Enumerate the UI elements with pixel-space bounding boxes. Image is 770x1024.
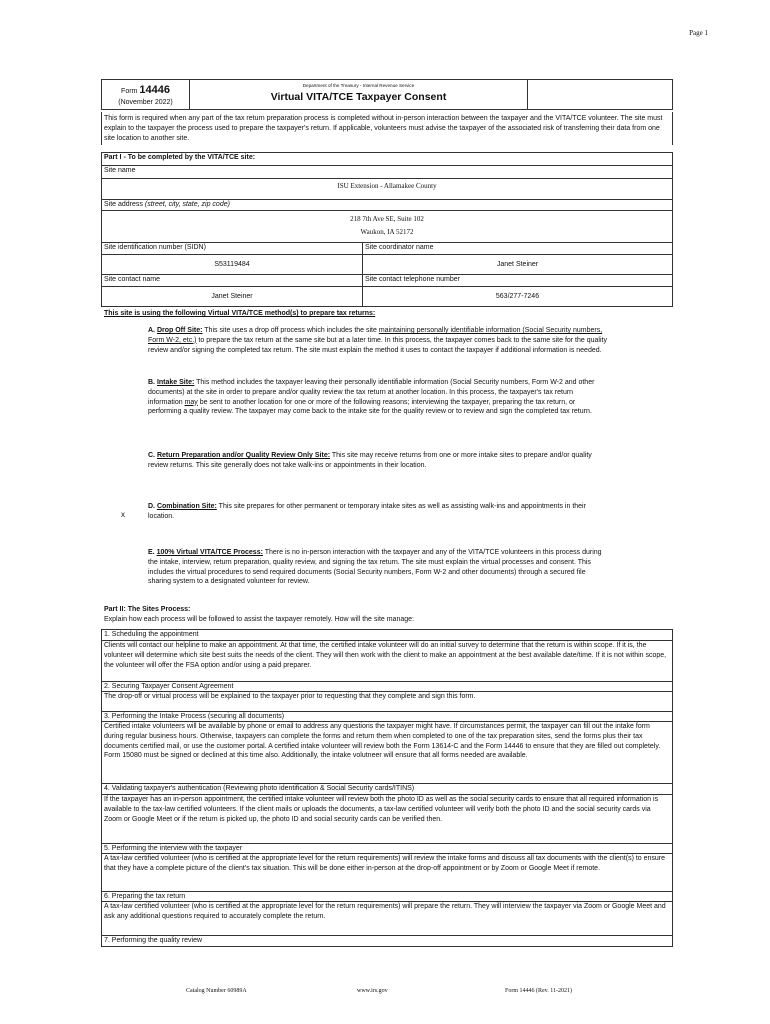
method-e-text: There is no in-person interaction with the taxpayer and any of the VITA/TCE volunteers in this process during the intake, interview, return preparation, quality review, and signing the tax return. The site must explain the virtual processes and consent. This includes the virtual procedures to send required documents (Social Security numbers, Form W-2 and other documents) through a secured file sharing system to a designated volunteer for review. [148,549,602,586]
sidn-row [101,242,673,254]
method-c-text: This site may receive returns from one or more intake sites to prepare and/or quality review returns. This site generally does not take walk-ins or appointments in their location. [148,452,592,469]
method-d-text: This site prepares for other permanent or temporary intake sites as well as assisting walk-ins and appointments in their location. [148,503,586,520]
method-e [148,548,608,587]
footer-form-rev: Form 14446 (Rev. 11-2021) [505,988,573,994]
method-a-label: Drop Off Site: [156,327,203,334]
method-a-prefix: A. [148,327,155,334]
method-d-prefix: D. [148,503,155,510]
sidn-value-row [101,254,673,274]
s1-label: 1. Scheduling the appointment [101,629,673,640]
contact-label: Site contact name [104,276,161,283]
form-date: (November 2022) [118,98,173,106]
department: Department of the Treasury - Internal Revenue Service [302,83,415,88]
selected-method-mark: x [121,510,125,519]
sidn-label: Site identification number (SIDN) [104,244,206,251]
method-c-label: Return Preparation and/or Quality Review Only Site: [156,452,331,459]
form-prefix: Form [121,88,138,95]
s4-text: If the taxpayer has an in-person appointment, the certified intake volunteer will review both the photo ID as well as the social security cards to ensure that all required information is available to the tax-law certified volunteers. If the client mails or uploads the documents, a tax-law certified volunteer will verify both the photo ID and the social security cards via Zoom or Google Meet or if the return is picked up, the photo ID and social security cards can be verified then. [101,794,673,843]
s2-label: 2. Securing Taxpayer Consent Agreement [101,681,673,691]
method-d [148,502,608,522]
method-b-text1: This method includes the taxpayer leaving their personally identifiable information (Social Security numbers, Form W-2 and other documents) at the site in order to prepare and/or quality review the tax return at another location. In this process, the taxpayer's tax return information [148,379,595,406]
footer-website: www.irs.gov [357,988,388,994]
method-b-text2: be sent to another location for one or more of the following reasons; interviewing the taxpayer, preparing the tax return, or performing a quality review. The taxpayer may come back to the intake site for the quality review or to review and sign the completed tax return. [148,398,592,416]
method-b-label: Intake Site: [156,379,195,386]
site-address-label: Site address [104,201,143,208]
site-address-line2: Waukon, IA 52172 [360,228,414,237]
contact-value: Janet Steiner [211,293,253,300]
form-number: 14446 [139,84,170,96]
method-a [148,326,608,355]
s6-label: 6. Preparing the tax return [101,891,673,901]
method-b-underlined: may [184,398,198,406]
s7-label: 7. Performing the quality review [101,935,673,947]
site-address-line1: 218 7th Ave SE, Suite 102 [350,215,424,223]
s6-text: A tax-law certified volunteer (who is certified at the appropriate level for the return requirements) will prepare the return. They will interview the taxpayer via Zoom or Google Meet and ask any additional questions required to accurately complete the return. [101,901,673,935]
part1-title: Part I - To be completed by the VITA/TCE site: [101,152,673,165]
s5-label: 5. Performing the interview with the taxpayer [101,843,673,853]
site-address-value [101,210,673,242]
s3-label: 3. Performing the Intake Process (securing all documents) [101,711,673,721]
site-address-label-row [101,199,673,210]
s2-text: The drop-off or virtual process will be explained to the taxpayer prior to requesting that they complete and sign this form. [101,691,673,711]
s4-label: 4. Validating taxpayer's authentication (Reviewing photo identification & Social Security cards/ITINS) [101,783,673,794]
s1-text: Clients will contact our helpline to make an appointment. At that time, the certified intake volunteer will do an initial survey to determine that the return is within scope. If it is, the volunteer will determine which site best suits the needs of the client. They will then work with the client to make an appointment at the best available date/time. If it is not within scope, the volunteer will offer the FSA option and/or using a paid preparer. [101,640,673,681]
methods-heading: This site is using the following Virtual VITA/TCE method(s) to prepare tax returns: [104,310,376,317]
method-e-prefix: E. [148,549,155,556]
contact-value-row [101,286,673,307]
s5-text: A tax-law certified volunteer (who is certified at the appropriate level for the return requirements) will review the intake forms and discuss all tax documents with the client(s) to ensure that they have a complete picture of the client's tax situation. This will be done either in-person at the drop-off appointment or by Zoom or Google Meet if remote. [101,853,673,891]
form-header [101,79,673,110]
form-title: Virtual VITA/TCE Taxpayer Consent [270,91,447,104]
phone-value: 563/277-7246 [362,287,672,306]
site-name-value: ISU Extension - Allamakee County [101,178,673,199]
method-c [148,451,608,471]
phone-label: Site contact telephone number [362,275,460,286]
s3-text: Certified intake volunteers will be available by phone or email to address any questions the taxpayer might have. If circumstances permit, the taxpayer can fill out the intake form during regular business hours. Otherwise, taxpayers can complete the forms and return them when completed to one of the tax preparation sites, send the forms plus their tax documents certified mail, or use the customer portal. A certified intake volunteer will review both the Form 13614-C and the Form 14446 to ensure that they are filled out completely. Form 15080 must be signed or declined at this time also. Additionally, the intake volutneer will ensure that all forms needed are available. [101,721,673,783]
form-title-cell [190,80,528,109]
method-a-underlined: maintaining personally identifiable information (Social Security numbers, Form W-2, etc.) [148,327,603,344]
method-b [148,378,608,417]
intro-text: This form is required when any part of the tax return preparation process is completed without in-person interaction between the taxpayer and the VITA/TCE volunteer. The site must explain to the taxpayer the process used to prepare the taxpayer's return. If applicable, volunteers must advise the taxpayer of the associated risk of transferring their data from one site location to another site. [101,112,673,145]
method-a-text1: This site uses a drop off process which includes the site [202,327,379,334]
site-address-hint: (street, city, state, zip code) [144,201,230,208]
page-label: Page 1 [689,29,708,37]
part2-title: Part II: The Sites Process: [104,606,191,613]
coordinator-value: Janet Steiner [362,255,672,274]
site-name-label: Site name [101,165,673,178]
method-a-text2: to prepare the tax return at the same site but at a later time. In this process, the taxpayer comes back to the same site for the quality review and/or signing the completed tax return. The site must explain the method it uses to contact the taxpayer if additional information is needed. [148,336,607,354]
sidn-value: S53119484 [214,261,250,268]
header-blank-cell [528,80,672,109]
method-d-label: Combination Site: [156,503,217,510]
footer-catalog: Catalog Number 60989A [186,988,247,994]
contact-row [101,274,673,286]
form-number-cell [102,80,190,109]
method-e-label: 100% Virtual VITA/TCE Process: [156,549,263,556]
method-c-prefix: C. [148,452,155,459]
part2-subtitle: Explain how each process will be followed to assist the taxpayer remotely. How will the site manage: [104,616,414,623]
method-b-prefix: B. [148,379,155,386]
coordinator-label: Site coordinator name [362,243,433,254]
